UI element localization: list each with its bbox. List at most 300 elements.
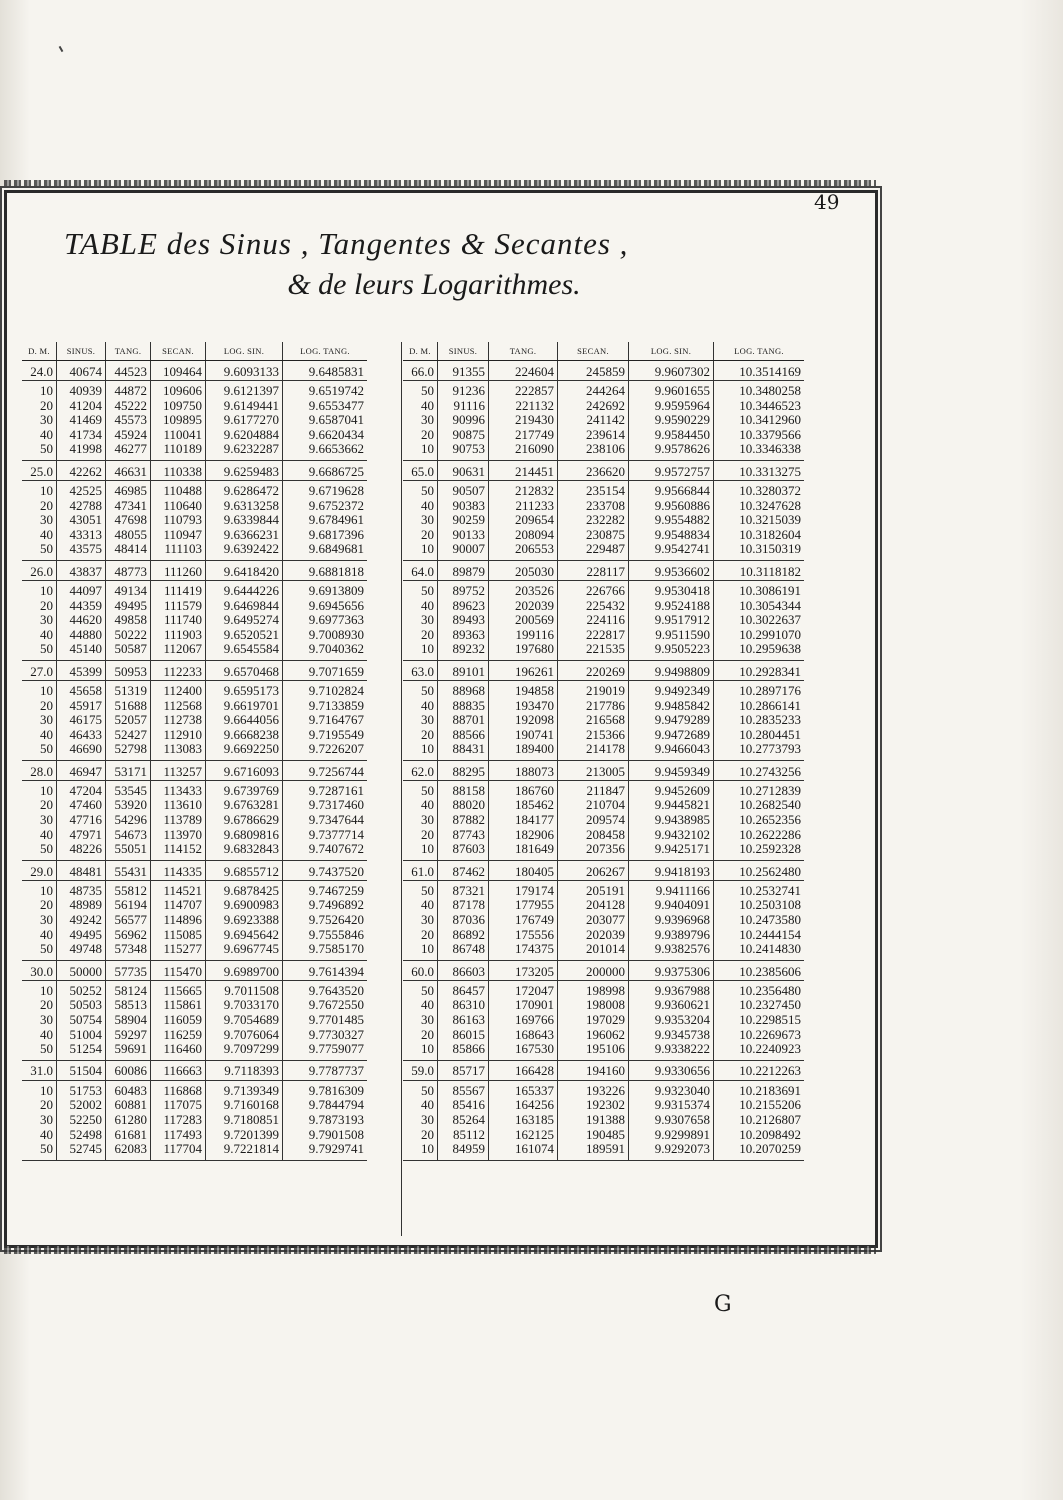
cell-log-sin: 9.9498809 [629,660,714,680]
cell-log-tang: 9.6553477 [283,399,368,414]
cell-secan: 202039 [558,928,629,943]
table-row [22,1028,367,1043]
cell-log-tang: 10.3215039 [714,513,805,528]
cell-sinus: 49242 [57,913,106,928]
table-row [22,1060,367,1080]
cell-tang: 161074 [489,1142,558,1160]
cell-log-tang: 9.6587041 [283,413,368,428]
cell-log-sin: 9.6121397 [206,381,283,399]
cell-sinus: 90007 [438,542,489,560]
cell-secan: 115470 [151,960,206,980]
cell-dm: 24.0 [22,361,57,381]
cell-log-tang: 10.2240923 [714,1042,805,1060]
cell-secan: 196062 [558,1028,629,1043]
cell-dm: 62.0 [403,760,438,780]
cell-log-tang: 9.7008930 [283,628,368,643]
table-row [22,499,367,514]
cell-log-sin: 9.9360621 [629,998,714,1013]
table-row [403,428,804,443]
table-row [22,1013,367,1028]
cell-sinus: 86310 [438,998,489,1013]
cell-dm: 30 [40,1111,53,1127]
cell-dm: 10 [40,482,53,498]
cell-tang: 52427 [106,728,151,743]
cell-log-tang: 9.7195549 [283,728,368,743]
cell-secan: 198008 [558,998,629,1013]
cell-dm: 50 [22,542,57,560]
table-row [403,913,804,928]
cell-secan: 190485 [558,1128,629,1143]
cell-log-sin: 9.9511590 [629,628,714,643]
table-row [403,699,804,714]
cell-sinus: 85264 [438,1113,489,1128]
cell-tang: 186760 [489,780,558,798]
table-row [403,528,804,543]
cell-secan: 117075 [151,1098,206,1113]
cell-tang: 58513 [106,998,151,1013]
table-row [22,361,367,381]
cell-log-tang: 10.2897176 [714,680,805,698]
cell-tang: 56962 [106,928,151,943]
cell-sinus: 90133 [438,528,489,543]
cell-log-sin: 9.9472689 [629,728,714,743]
cell-dm: 10 [403,542,438,560]
cell-log-tang: 9.7730327 [283,1028,368,1043]
cell-tang: 49495 [106,599,151,614]
cell-tang: 51688 [106,699,151,714]
cell-tang: 60881 [106,1098,151,1113]
cell-dm: 20 [40,497,53,513]
cell-dm: 40 [40,826,53,842]
cell-log-sin: 9.6313258 [206,499,283,514]
table-row [403,842,804,860]
cell-log-sin: 9.9578626 [629,442,714,460]
header-log-sin: LOG. SIN. [629,342,714,361]
cell-sinus: 87321 [438,880,489,898]
cell-dm: 30 [421,712,434,728]
header-log-tang: LOG. TANG. [283,342,368,361]
cell-sinus: 90631 [438,460,489,480]
cell-sinus: 47716 [57,813,106,828]
cell-log-sin: 9.6786629 [206,813,283,828]
cell-sinus: 88566 [438,728,489,743]
cell-dm: 61.0 [403,860,438,880]
cell-dm: 50 [22,1042,57,1060]
cell-tang: 54296 [106,813,151,828]
cell-tang: 47341 [106,499,151,514]
cell-tang: 173205 [489,960,558,980]
cell-secan: 221535 [558,642,629,660]
cell-log-tang: 10.2592328 [714,842,805,860]
header-secan: SECAN. [151,342,206,361]
table-row [22,942,367,960]
cell-secan: 110338 [151,460,206,480]
cell-dm: 50 [22,642,57,660]
cell-log-tang: 9.6945656 [283,599,368,614]
cell-secan: 117283 [151,1113,206,1128]
table-row [22,728,367,743]
cell-log-sin: 9.6595173 [206,680,283,698]
cell-log-tang: 9.7133859 [283,699,368,714]
cell-tang: 49858 [106,613,151,628]
cell-log-sin: 9.9452609 [629,780,714,798]
cell-log-tang: 9.7901508 [283,1128,368,1143]
cell-log-sin: 9.6259483 [206,460,283,480]
cell-sinus: 41734 [57,428,106,443]
cell-tang: 167530 [489,1042,558,1060]
cell-secan: 233708 [558,499,629,514]
cell-sinus: 45140 [57,642,106,660]
cell-log-tang: 10.3054344 [714,599,805,614]
table-row [22,580,367,598]
cell-dm: 10 [40,1082,53,1098]
cell-secan: 215366 [558,728,629,743]
cell-secan: 245859 [558,361,629,381]
page-number: 49 [814,190,840,214]
table-row [22,928,367,943]
table-row [22,842,367,860]
cell-log-tang: 9.7407672 [283,842,368,860]
cell-dm: 20 [421,1026,434,1042]
cell-dm: 20 [40,597,53,613]
cell-sinus: 90996 [438,413,489,428]
cell-tang: 50222 [106,628,151,643]
cell-log-sin: 9.9396968 [629,913,714,928]
cell-dm: 50 [22,442,57,460]
table-row [403,1098,804,1113]
cell-dm: 20 [421,626,434,642]
cell-tang: 48773 [106,560,151,580]
cell-log-tang: 10.2773793 [714,742,805,760]
cell-secan: 115085 [151,928,206,943]
cell-sinus: 86457 [438,980,489,998]
cell-log-sin: 9.9353204 [629,1013,714,1028]
table-row [403,413,804,428]
cell-sinus: 50252 [57,980,106,998]
cell-log-tang: 9.6977363 [283,613,368,628]
cell-log-sin: 9.9338222 [629,1042,714,1060]
cell-dm: 10 [40,383,53,398]
cell-sinus: 87603 [438,842,489,860]
cell-sinus: 85112 [438,1128,489,1143]
table-row [403,460,804,480]
cell-secan: 110189 [151,442,206,460]
cell-dm: 10 [403,1142,438,1160]
cell-tang: 51319 [106,680,151,698]
cell-log-tang: 9.7377714 [283,828,368,843]
cell-dm: 30 [421,912,434,928]
table-row [22,460,367,480]
cell-sinus: 49495 [57,928,106,943]
cell-secan: 113083 [151,742,206,760]
table-row [22,1113,367,1128]
cell-log-sin: 9.9584450 [629,428,714,443]
page-title-line-1: TABLE des Sinus , Tangentes & Secantes , [64,226,629,261]
cell-sinus: 44620 [57,613,106,628]
table-row [403,1042,804,1060]
cell-log-sin: 9.9330656 [629,1060,714,1080]
cell-dm: 10 [403,642,438,660]
cell-log-sin: 9.7201399 [206,1128,283,1143]
cell-tang: 224604 [489,361,558,381]
cell-dm: 20 [40,397,53,413]
cell-dm: 65.0 [403,460,438,480]
cell-log-sin: 9.6469844 [206,599,283,614]
cell-log-sin: 9.9466043 [629,742,714,760]
table-row [22,813,367,828]
cell-log-tang: 10.2503108 [714,898,805,913]
cell-tang: 46985 [106,480,151,498]
cell-log-tang: 10.2298515 [714,1013,805,1028]
cell-dm: 20 [421,426,434,442]
cell-tang: 162125 [489,1128,558,1143]
table-row [22,480,367,498]
cell-log-sin: 9.6495274 [206,613,283,628]
cell-sinus: 44097 [57,580,106,598]
cell-tang: 52057 [106,713,151,728]
cell-tang: 175556 [489,928,558,943]
cell-log-tang: 10.2652356 [714,813,805,828]
cell-sinus: 49748 [57,942,106,960]
cell-log-sin: 9.9572757 [629,460,714,480]
cell-sinus: 86603 [438,960,489,980]
cell-log-tang: 10.2327450 [714,998,805,1013]
cell-sinus: 86748 [438,942,489,960]
cell-secan: 113789 [151,813,206,828]
cell-secan: 113257 [151,760,206,780]
cell-sinus: 89363 [438,628,489,643]
cell-tang: 177955 [489,898,558,913]
cell-log-tang: 10.2562480 [714,860,805,880]
table-row [22,980,367,998]
cell-log-tang: 9.7256744 [283,760,368,780]
cell-sinus: 88431 [438,742,489,760]
cell-log-tang: 10.3446523 [714,399,805,414]
cell-sinus: 52002 [57,1098,106,1113]
cell-secan: 114521 [151,880,206,898]
cell-sinus: 47971 [57,828,106,843]
cell-secan: 241142 [558,413,629,428]
cell-log-tang: 10.2866141 [714,699,805,714]
cell-secan: 197029 [558,1013,629,1028]
cell-log-sin: 9.6967745 [206,942,283,960]
cell-log-sin: 9.9425171 [629,842,714,860]
cell-dm: 40 [40,726,53,742]
cell-log-tang: 9.6752372 [283,499,368,514]
cell-log-sin: 9.6392422 [206,542,283,560]
cell-sinus: 40674 [57,361,106,381]
cell-secan: 110947 [151,528,206,543]
cell-tang: 188073 [489,760,558,780]
cell-tang: 45573 [106,413,151,428]
cell-secan: 214178 [558,742,629,760]
table-row [403,1128,804,1143]
cell-secan: 116663 [151,1060,206,1080]
cell-dm: 59.0 [403,1060,438,1080]
cell-tang: 219430 [489,413,558,428]
cell-log-tang: 9.7614394 [283,960,368,980]
cell-log-tang: 9.6913809 [283,580,368,598]
cell-secan: 115277 [151,942,206,960]
cell-tang: 45222 [106,399,151,414]
cell-dm: 30 [421,612,434,628]
cell-dm: 26.0 [22,560,57,580]
cell-sinus: 89232 [438,642,489,660]
cell-dm: 40 [40,426,53,442]
cell-dm: 10 [403,742,438,760]
cell-secan: 110041 [151,428,206,443]
table-row [403,513,804,528]
cell-tang: 174375 [489,942,558,960]
cell-dm: 30 [421,1111,434,1127]
table-row [403,742,804,760]
cell-secan: 112910 [151,728,206,743]
cell-log-tang: 9.6817396 [283,528,368,543]
cell-tang: 182906 [489,828,558,843]
cell-sinus: 84959 [438,1142,489,1160]
cell-dm: 20 [421,526,434,542]
cell-sinus: 85717 [438,1060,489,1080]
cell-sinus: 87882 [438,813,489,828]
cell-secan: 109895 [151,413,206,428]
table-row [22,1098,367,1113]
cell-tang: 44872 [106,381,151,399]
cell-log-tang: 9.7526420 [283,913,368,928]
cell-dm: 30 [421,812,434,828]
cell-dm: 10 [403,1042,438,1060]
cell-secan: 114152 [151,842,206,860]
table-row [22,880,367,898]
cell-secan: 244264 [558,381,629,399]
table-row [403,1013,804,1028]
cell-secan: 114335 [151,860,206,880]
cell-log-sin: 9.6570468 [206,660,283,680]
table-row [403,980,804,998]
cell-log-sin: 9.7076064 [206,1028,283,1043]
cell-tang: 59297 [106,1028,151,1043]
cell-dm: 31.0 [22,1060,57,1080]
cell-dm: 63.0 [403,660,438,680]
cell-log-sin: 9.6644056 [206,713,283,728]
cell-log-sin: 9.9307658 [629,1113,714,1128]
cell-log-tang: 10.2473580 [714,913,805,928]
page-title-line-2: & de leurs Logarithmes. [287,268,581,301]
cell-log-sin: 9.6945642 [206,928,283,943]
cell-sinus: 50503 [57,998,106,1013]
cell-log-sin: 9.6855712 [206,860,283,880]
cell-log-sin: 9.7097299 [206,1042,283,1060]
cell-sinus: 42788 [57,499,106,514]
cell-log-sin: 9.6832843 [206,842,283,860]
cell-tang: 60483 [106,1080,151,1098]
cell-log-sin: 9.9524188 [629,599,714,614]
cell-log-sin: 9.9536602 [629,560,714,580]
cell-dm: 20 [40,1097,53,1113]
cell-sinus: 87462 [438,860,489,880]
cell-log-tang: 9.7496892 [283,898,368,913]
cell-log-sin: 9.7011508 [206,980,283,998]
cell-log-tang: 10.2743256 [714,760,805,780]
cell-sinus: 85567 [438,1080,489,1098]
cell-sinus: 46175 [57,713,106,728]
cell-dm: 40 [421,497,434,513]
cell-dm: 30 [40,712,53,728]
cell-secan: 211847 [558,780,629,798]
cell-sinus: 91116 [438,399,489,414]
cell-tang: 56577 [106,913,151,928]
cell-log-sin: 9.6093133 [206,361,283,381]
cell-tang: 44523 [106,361,151,381]
cell-tang: 54673 [106,828,151,843]
cell-tang: 46277 [106,442,151,460]
cell-dm: 30 [40,412,53,428]
cell-secan: 225432 [558,599,629,614]
cell-dm: 20 [421,1126,434,1142]
cell-sinus: 43313 [57,528,106,543]
cell-secan: 110488 [151,480,206,498]
cell-tang: 164256 [489,1098,558,1113]
cell-tang: 48414 [106,542,151,560]
table-row [22,513,367,528]
table-row [22,680,367,698]
cell-log-tang: 9.6784961 [283,513,368,528]
cell-secan: 111260 [151,560,206,580]
cell-secan: 109606 [151,381,206,399]
right-table-header [403,342,804,361]
cell-sinus: 89493 [438,613,489,628]
cell-log-sin: 9.6716093 [206,760,283,780]
cell-log-sin: 9.7160168 [206,1098,283,1113]
cell-secan: 206267 [558,860,629,880]
cell-secan: 191388 [558,1113,629,1128]
cell-dm: 30 [40,512,53,528]
cell-log-sin: 9.6989700 [206,960,283,980]
cell-log-sin: 9.9418193 [629,860,714,880]
table-row [22,1080,367,1098]
cell-sinus: 52250 [57,1113,106,1128]
cell-log-tang: 10.2155206 [714,1098,805,1113]
cell-log-sin: 9.6545584 [206,642,283,660]
cell-secan: 208458 [558,828,629,843]
cell-secan: 111903 [151,628,206,643]
table-row [403,798,804,813]
cell-dm: 50 [421,383,434,398]
cell-log-tang: 10.3247628 [714,499,805,514]
cell-log-sin: 9.9530418 [629,580,714,598]
cell-secan: 224116 [558,613,629,628]
cell-secan: 114896 [151,913,206,928]
cell-dm: 10 [40,682,53,698]
table-row [403,642,804,660]
cell-dm: 10 [40,782,53,798]
cell-secan: 213005 [558,760,629,780]
cell-dm: 50 [421,482,434,498]
cell-tang: 194858 [489,680,558,698]
cell-log-tang: 10.3514169 [714,361,805,381]
cell-log-tang: 9.6881818 [283,560,368,580]
cell-log-sin: 9.9492349 [629,680,714,698]
cell-log-tang: 9.7844794 [283,1098,368,1113]
cell-sinus: 88295 [438,760,489,780]
cell-tang: 199116 [489,628,558,643]
cell-log-sin: 9.6444226 [206,580,283,598]
cell-log-sin: 9.9292073 [629,1142,714,1160]
cell-log-sin: 9.9566844 [629,480,714,498]
table-row [22,381,367,399]
cell-sinus: 44359 [57,599,106,614]
cell-log-sin: 9.9607302 [629,361,714,381]
table-row [22,642,367,660]
